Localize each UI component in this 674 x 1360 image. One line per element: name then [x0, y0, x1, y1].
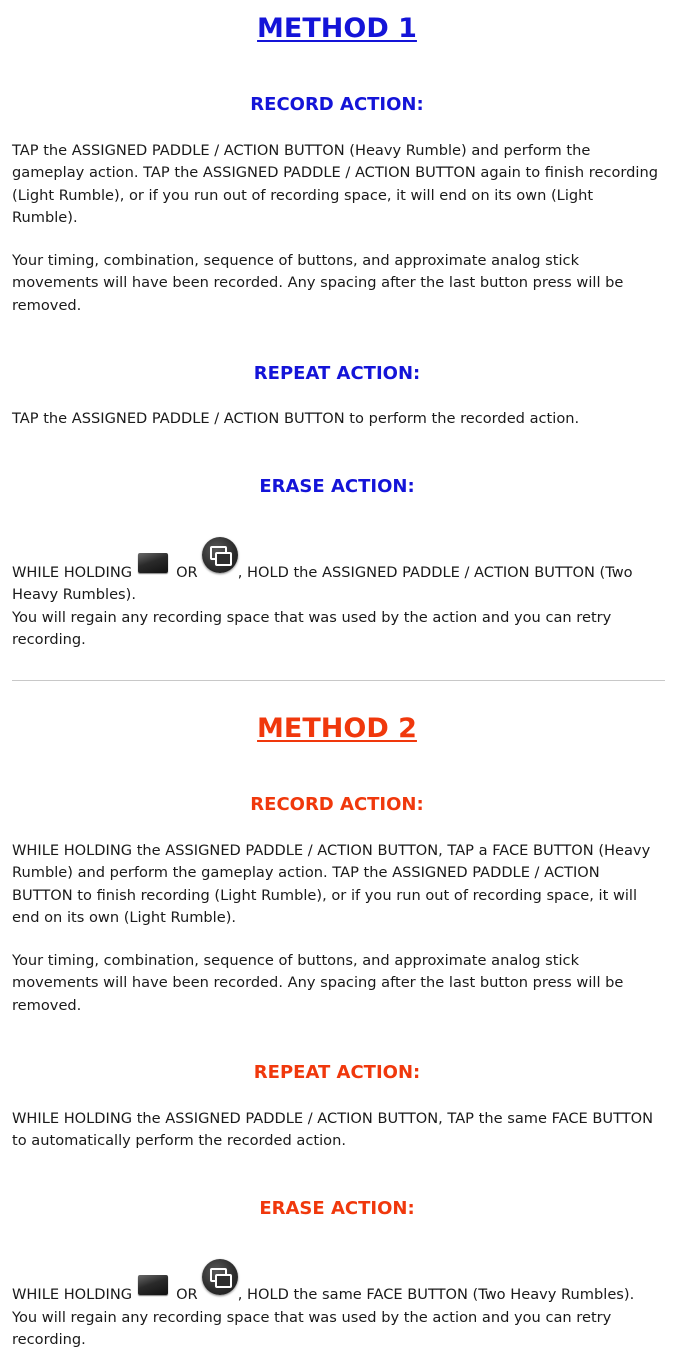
method-1-title: METHOD 1	[257, 13, 417, 44]
erase-tail-text: , HOLD the same FACE BUTTON (Two Heavy Rumbles).	[237, 1286, 635, 1303]
erase-tail-text: , HOLD the ASSIGNED PADDLE / ACTION BUTTON (Two Heavy Rumbles).	[12, 564, 633, 604]
view-button-icon	[138, 553, 168, 573]
method-2-title: METHOD 2	[257, 713, 417, 744]
method-1-record-paragraph-2: Your timing, combination, sequence of buttons, and approximate analog stick movements will have been recorded. Any spacing after the last button press will be removed.	[12, 252, 624, 314]
method-2-erase-paragraph-1	[12, 1263, 662, 1306]
erase-or-text: OR	[176, 564, 198, 581]
method-1-erase-heading: ERASE ACTION:	[259, 476, 415, 497]
method-1-erase-paragraph-1	[12, 541, 662, 607]
erase-or-text: OR	[176, 1286, 198, 1303]
method-1-erase-paragraph-2: You will regain any recording space that was used by the action and you can retry recording.	[12, 609, 612, 649]
method-2-record-heading: RECORD ACTION:	[250, 794, 424, 815]
erase-lead-text: WHILE HOLDING	[12, 1286, 133, 1303]
menu-button-icon	[202, 1259, 238, 1295]
method-1-record-heading: RECORD ACTION:	[250, 94, 424, 115]
method-1-repeat-heading: REPEAT ACTION:	[253, 363, 421, 384]
method-1-record-paragraph-1: TAP the ASSIGNED PADDLE / ACTION BUTTON (Heavy Rumble) and perform the gameplay action. TAP the ASSIGNED PADDLE / ACTION BUTTON again to finish recording (Light Rumble), or if you run out of recording space, it will end on its own (Light Rumble).	[12, 142, 658, 227]
method-2-record-paragraph-2: Your timing, combination, sequence of buttons, and approximate analog stick movements will have been recorded. Any spacing after the last button press will be removed.	[12, 952, 624, 1014]
method-2-repeat-paragraph: WHILE HOLDING the ASSIGNED PADDLE / ACTION BUTTON, TAP the same FACE BUTTON to automatically perform the recorded action.	[12, 1110, 654, 1150]
method-2-erase-paragraph-2: You will regain any recording space that was used by the action and you can retry recording.	[12, 1309, 612, 1349]
method-1-repeat-paragraph: TAP the ASSIGNED PADDLE / ACTION BUTTON to perform the recorded action.	[12, 410, 580, 427]
view-button-icon	[138, 1275, 168, 1295]
menu-button-icon	[202, 537, 238, 573]
method-2-record-paragraph-1: WHILE HOLDING the ASSIGNED PADDLE / ACTION BUTTON, TAP a FACE BUTTON (Heavy Rumble) and perform the gameplay action. TAP the ASSIGNED PADDLE / ACTION BUTTON to finish recording (Light Rumble), or if you run out of recording space, it will end on its own (Light Rumble).	[12, 842, 651, 927]
method-2-erase-heading: ERASE ACTION:	[259, 1198, 415, 1219]
section-divider	[12, 680, 665, 681]
method-2-repeat-heading: REPEAT ACTION:	[253, 1062, 421, 1083]
erase-lead-text: WHILE HOLDING	[12, 564, 133, 581]
